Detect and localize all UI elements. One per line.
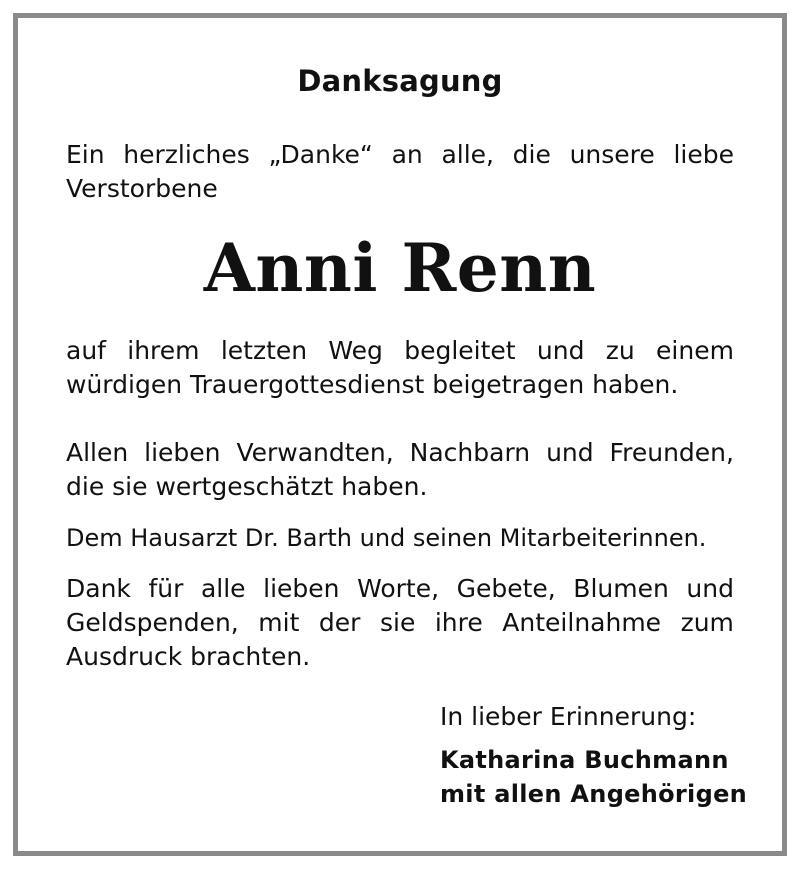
word: Ein [66,140,105,169]
paragraph-3 [66,521,734,555]
intro-line-1 [66,138,734,172]
word: die [512,140,551,169]
word: sie [379,608,416,637]
deceased-name: Anni Renn [203,229,597,307]
paragraph-1 [66,334,734,402]
word: begleitet [404,336,516,365]
signature-line-1: Katharina Buchmann [440,746,729,774]
word: zum [680,608,734,637]
word: letzten [220,336,308,365]
word: ihre [434,608,483,637]
signature-line-2: mit allen Angehörigen [440,780,748,808]
intro-paragraph [66,138,734,206]
word: mit [258,608,300,637]
notice-title: Danksagung [297,64,503,98]
word: der [318,608,361,637]
paragraph-1-line-2: würdigen Trauergottesdienst beigetragen haben. [66,370,679,399]
word: Blumen [573,574,669,603]
word: alle, [441,140,494,169]
signature-block [440,743,747,811]
word: und [686,574,734,603]
word: Dank [66,574,131,603]
word: ihrem [127,336,200,365]
paragraph-4-line-1 [66,572,734,606]
paragraph-4-line-3: Ausdruck brachten. [66,642,311,671]
word: und [546,438,594,467]
intro-line-2: Verstorbene [66,174,218,203]
word: auf [66,336,106,365]
word: herzliches [123,140,250,169]
word: alle [200,574,246,603]
paragraph-2-line-2: die sie wertgeschätzt haben. [66,472,428,501]
word: Nachbarn [409,438,531,467]
word: einem [656,336,734,365]
word: Worte, [357,574,440,603]
word: Verwandten, [236,438,394,467]
word: Gebete, [456,574,556,603]
word: Weg [328,336,383,365]
word: „Danke“ [268,140,373,169]
paragraph-4 [66,572,734,674]
closing-phrase: In lieber Erinnerung: [440,702,697,731]
paragraph-4-line-2 [66,606,734,640]
word: zu [605,336,635,365]
word: liebe [673,140,734,169]
paragraph-3-line-1: Dem Hausarzt Dr. Barth und seinen Mitarbeiterinnen. [66,524,707,552]
word: an [391,140,423,169]
paragraph-2 [66,436,734,504]
word: unsere [569,140,655,169]
word: Geldspenden, [66,608,239,637]
paragraph-1-line-1 [66,334,734,368]
word: lieben [144,438,221,467]
word: lieben [263,574,340,603]
word: für [148,574,184,603]
word: Freunden, [609,438,734,467]
word: Allen [66,438,129,467]
paragraph-2-line-1 [66,436,734,470]
word: Anteilnahme [502,608,662,637]
word: und [536,336,585,365]
